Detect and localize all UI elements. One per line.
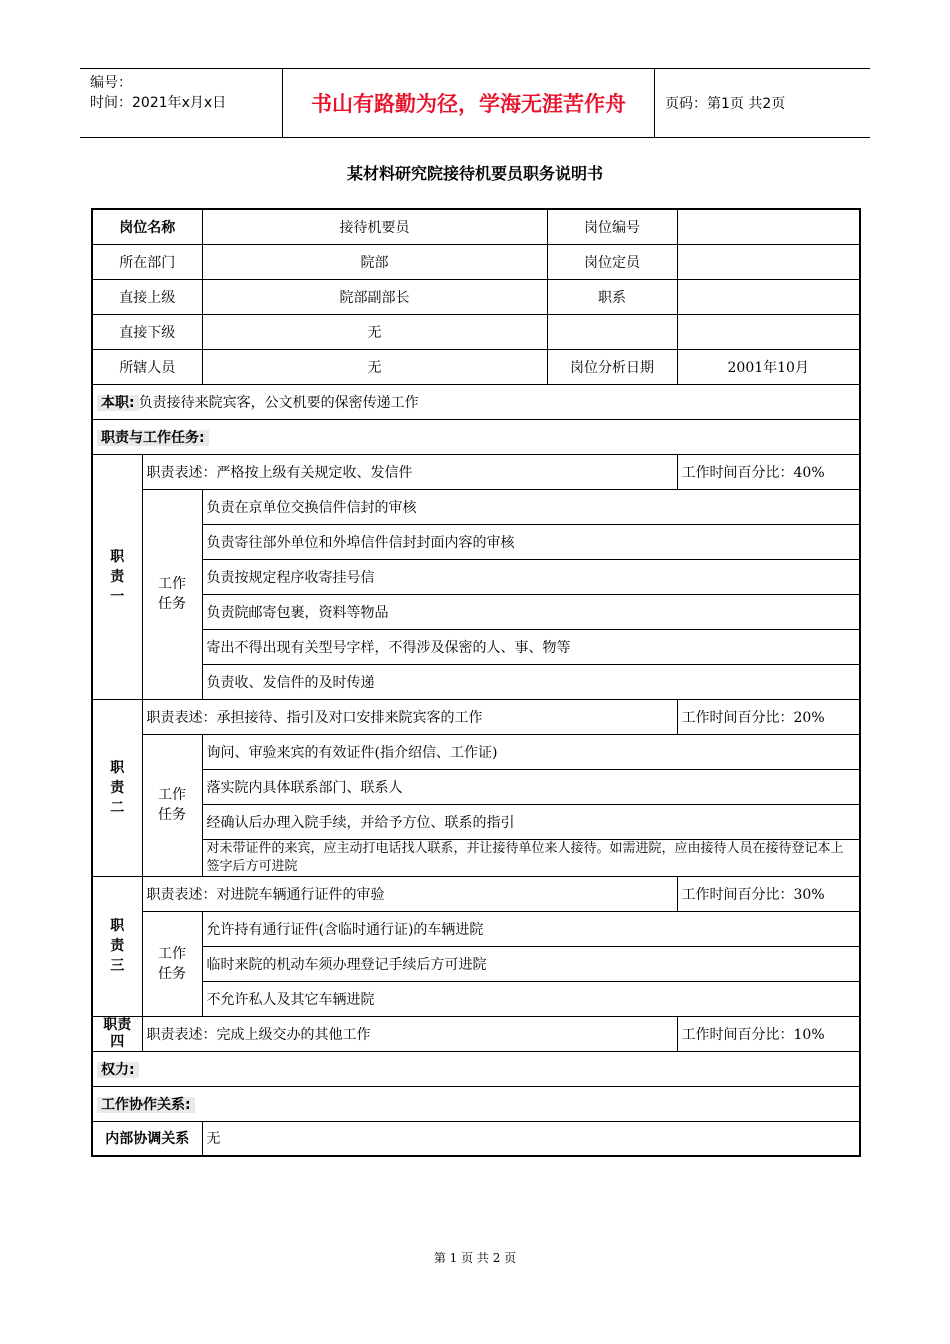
subordinate-label: 直接下级 [92,314,202,349]
table-row [92,209,860,244]
table-row [92,699,860,734]
analysis-date-label: 岗位分析日期 [547,349,677,384]
table-row [92,839,860,876]
duty-4-pct: 工作时间百分比：10% [677,1016,860,1051]
time-label: 时间：2021年x月x日 [90,95,227,111]
relations-label: 工作协作关系: [97,1097,195,1113]
supervisor-value: 院部副部长 [202,279,547,314]
header-meta [80,69,283,137]
task-label-text: 工作任务 [158,787,186,823]
page-indicator: 页码：第1页 共2页 [665,96,786,112]
authority-section [92,1051,860,1086]
table-row [92,349,860,384]
duty-4-label [92,1016,142,1051]
internal-relations-value: 无 [202,1121,860,1156]
table-row [92,559,860,594]
job-description-table [91,208,861,1157]
table-row [92,911,860,946]
duty-4-name: 职责四 [103,1016,132,1050]
duty-1-desc: 职责表述：严格按上级有关规定收、发信件 [142,454,677,489]
duty-4-desc: 职责表述：完成上级交办的其他工作 [142,1016,677,1051]
relations-section [92,1086,860,1121]
staff-value: 无 [202,349,547,384]
table-row [92,981,860,1016]
table-row [92,524,860,559]
table-row [92,629,860,664]
internal-relations-label: 内部协调关系 [92,1121,202,1156]
table-row [92,314,860,349]
duty-2-pct: 工作时间百分比：20% [677,699,860,734]
list-item: 负责寄往部外单位和外埠信件信封封面内容的审核 [202,524,860,559]
tasks-section-label: 职责与工作任务: [97,430,209,446]
table-row [92,876,860,911]
task-label-text: 工作任务 [158,945,186,982]
table-row [92,489,860,524]
list-item: 负责收、发信件的及时传递 [202,664,860,699]
duty-2-label [92,699,142,876]
position-code-value [677,209,860,244]
duty-3-label [92,876,142,1016]
headcount-label: 岗位定员 [547,244,677,279]
analysis-date-value: 2001年10月 [677,349,860,384]
department-value: 院部 [202,244,547,279]
table-row [92,1121,860,1156]
table-row [92,594,860,629]
empty-cell [547,314,677,349]
duty-1-label [92,454,142,699]
table-row [92,384,860,419]
position-name-value: 接待机要员 [202,209,547,244]
list-item: 对未带证件的来宾，应主动打电话找人联系，并让接待单位来人接待。如需进院，应由接待人员在接待登记本上签字后方可进院 [202,839,860,876]
document-title: 某材料研究院接待机要员职务说明书 [346,164,603,183]
table-row [92,419,860,454]
list-item: 询问、审验来宾的有效证件(指介绍信、工作证) [202,734,860,769]
authority-label: 权力: [97,1062,139,1078]
list-item: 允许持有通行证件(含临时通行证)的车辆进院 [202,911,860,946]
list-item: 负责院邮寄包裹，资料等物品 [202,594,860,629]
task-label [142,911,202,1016]
duty-1-pct: 工作时间百分比：40% [677,454,860,489]
table-row [92,664,860,699]
table-row [92,1086,860,1121]
list-item: 寄出不得出现有关型号字样，不得涉及保密的人、事、物等 [202,629,860,664]
table-row [92,769,860,804]
table-row [92,734,860,769]
number-label: 编号： [90,75,132,91]
list-item: 落实院内具体联系部门、联系人 [202,769,860,804]
page-footer: 第 1 页 共 2 页 [433,1251,517,1265]
duty-2-name: 职责二 [110,759,125,816]
table-row [92,244,860,279]
table-row [92,279,860,314]
table-row [92,804,860,839]
list-item: 负责在京单位交换信件信封的审核 [202,489,860,524]
duty-2-desc: 职责表述：承担接待、指引及对口安排来院宾客的工作 [142,699,677,734]
core-duty [92,384,860,419]
list-item: 负责按规定程序收寄挂号信 [202,559,860,594]
job-family-value [677,279,860,314]
staff-label: 所辖人员 [92,349,202,384]
position-code-label: 岗位编号 [547,209,677,244]
list-item: 临时来院的机动车须办理登记手续后方可进院 [202,946,860,981]
tasks-section-header [92,419,860,454]
core-duty-text: 负责接待来院宾客，公文机要的保密传递工作 [138,394,419,411]
duty-1-name: 职责一 [110,548,125,605]
table-row [92,1051,860,1086]
list-item: 不允许私人及其它车辆进院 [202,981,860,1016]
task-label [142,734,202,876]
headcount-value [677,244,860,279]
core-duty-label: 本职: [97,395,139,411]
list-item: 经确认后办理入院手续，并给予方位、联系的指引 [202,804,860,839]
table-row [92,454,860,489]
department-label: 所在部门 [92,244,202,279]
duty-3-desc: 职责表述：对进院车辆通行证件的审验 [142,876,677,911]
duty-3-pct: 工作时间百分比：30% [677,876,860,911]
table-row [92,1016,860,1051]
task-label [142,489,202,699]
duty-3-name: 职责三 [110,918,125,974]
position-name-label: 岗位名称 [92,209,202,244]
page-header [80,68,870,138]
empty-cell [677,314,860,349]
task-label-text: 工作任务 [158,576,186,612]
job-family-label: 职系 [547,279,677,314]
table-row [92,946,860,981]
supervisor-label: 直接上级 [92,279,202,314]
subordinate-value: 无 [202,314,547,349]
motto: 书山有路勤为径，学海无涯苦作舟 [283,69,655,137]
